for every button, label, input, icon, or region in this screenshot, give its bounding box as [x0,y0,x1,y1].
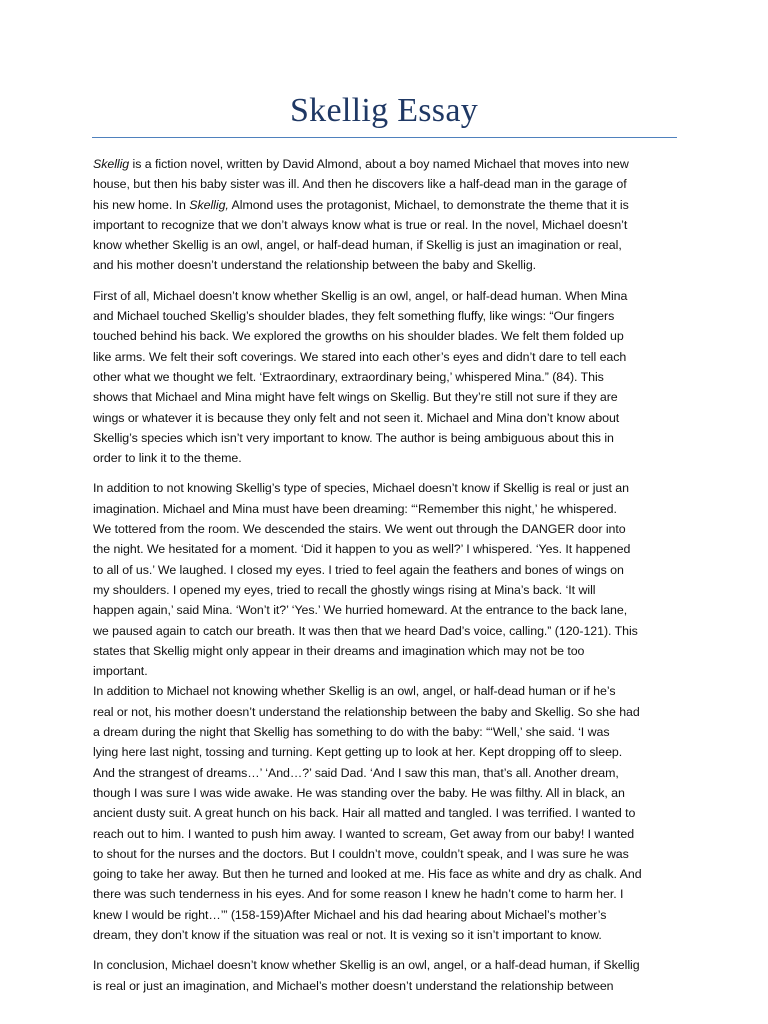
text-run: house, but then his baby sister was ill. And then he discovers like a half-dead man in the garage of [93,177,627,192]
text-run: In conclusion, Michael doesn’t know whether Skellig is an owl, angel, or a half-dead human, if Skellig [93,958,640,973]
text-run: his new home. In [93,197,190,212]
text-run: important. [93,664,148,679]
text-run: to all of us.’ We laughed. I closed my eyes. I tried to feel again the feathers and bones of wings on [93,562,624,577]
text-line [93,824,676,844]
text-run: reach out to him. I wanted to push him away. I wanted to scream, Get away from our baby! I wanted [93,826,635,841]
text-run: important to recognize that we don’t always know what is true or real. In the novel, Michael doesn’t [93,217,628,232]
text-line [93,580,676,600]
text-line [93,803,676,823]
text-line [93,154,676,174]
essay-paragraph [93,154,676,276]
text-run: imagination. Michael and Mina must have been dreaming: “‘Remember this night,’ he whispered. [93,501,617,516]
text-run: a dream during the night that Skellig has something to do with the baby: “‘Well,’ she said. ‘I was [93,725,610,740]
text-run: to shout for the nurses and the doctors. But I couldn’t move, couldn’t speak, and I was sure he was [93,846,629,861]
text-run: dream, they don’t know if the situation was real or not. It is vexing so it isn’t important to know. [93,927,602,942]
text-line [93,763,676,783]
text-run: real or not, his mother doesn’t understand the relationship between the baby and Skellig. So she had [93,704,640,719]
text-run: In addition to Michael not knowing whether Skellig is an owl, angel, or half-dead human or if he’s [93,684,616,699]
text-run: other what we thought we felt. ‘Extraordinary, extraordinary being,’ whispered Mina.” (84). This [93,369,604,384]
text-run: and his mother doesn’t understand the relationship between the baby and Skellig. [93,258,537,273]
text-run: In addition to not knowing Skellig’s type of species, Michael doesn’t know if Skellig is real or just an [93,481,629,496]
text-line [93,905,676,925]
text-line [93,255,676,275]
text-line [93,286,676,306]
italic-title-text: Skellig, [189,197,229,212]
text-run: like arms. We felt their soft coverings. We stared into each other’s eyes and didn’t dare to tell each [93,349,627,364]
text-line [93,783,676,803]
text-line [93,864,676,884]
text-line [93,539,676,559]
text-line [93,499,676,519]
text-run: we paused again to catch our breath. It was then that we heard Dad’s voice, calling.” (120-121). This [93,623,638,638]
text-run: happen again,’ said Mina. ‘Won’t it?’ ‘Yes.’ We hurried homeward. At the entrance to the back lane, [93,603,628,618]
text-line [93,215,676,235]
text-line [93,681,676,701]
text-line [93,367,676,387]
text-line [93,844,676,864]
essay-paragraph [93,286,676,469]
text-line [93,195,676,215]
text-line [93,408,676,428]
text-line [93,641,676,661]
text-line [93,925,676,945]
text-run: touched behind his back. We explored the growths on his shoulder blades. We felt them folded up [93,329,624,344]
essay-paragraph [93,681,676,945]
text-run: shows that Michael and Mina might have felt wings on Skellig. But they’re still not sure if they are [93,390,618,405]
text-run: there was such tenderness in his eyes. And for some reason I knew he hadn’t come to harm her. I [93,887,624,902]
text-run: wings or whatever it is because they only felt and not seen it. Michael and Mina don’t know about [93,410,620,425]
text-run: and Michael touched Skellig’s shoulder blades, they felt something fluffy, like wings: “Our fingers [93,309,615,324]
text-line [93,326,676,346]
text-run: First of all, Michael doesn’t know whether Skellig is an owl, angel, or half-dead human. When Mina [93,288,628,303]
text-run: We tottered from the room. We descended the stairs. We went out through the DANGER door into [93,522,626,537]
text-line [93,387,676,407]
text-line [93,702,676,722]
text-run: order to link it to the theme. [93,451,242,466]
text-run: ancient dusty suit. A great hunch on his back. Hair all matted and tangled. I was terrified. I wanted to [93,806,636,821]
text-line [93,306,676,326]
text-run: going to take her away. But then he turned and looked at me. His face as white and dry as chalk. And [93,867,642,882]
text-line [93,448,676,468]
text-line [93,560,676,580]
text-line [93,235,676,255]
text-line [93,347,676,367]
text-run: states that Skellig might only appear in their dreams and imagination which may not be too [93,643,585,658]
text-line [93,600,676,620]
essay-body [93,154,676,1006]
essay-paragraph [93,478,676,681]
text-line [93,976,676,996]
text-line [93,621,676,641]
text-run: And the strangest of dreams…’ ‘And…?’ said Dad. ‘And I saw this man, that’s all. Another dream, [93,765,619,780]
text-run: my shoulders. I opened my eyes, tried to recall the ghostly wings rising at Mina’s back. ‘It will [93,582,596,597]
italic-title-text: Skellig [93,157,130,171]
text-run: know whether Skellig is an owl, angel, or half-dead human, if Skellig is just an imagination or real, [93,238,622,253]
text-run: is a fiction novel, written by David Almond, about a boy named Michael that moves into new [129,157,629,171]
text-run: the night. We hesitated for a moment. ‘Did it happen to you as well?’ I whispered. ‘Yes. It happened [93,542,631,557]
text-line [93,955,676,975]
text-run: though I was sure I was wide awake. He was standing over the baby. He was filthy. All in black, an [93,785,625,800]
text-line [93,428,676,448]
title-underline [92,137,677,138]
document-title: Skellig Essay [289,92,479,129]
text-line [93,661,676,681]
text-run: knew I would be right…’” (158-159)After Michael and his dad hearing about Michael’s mother’s [93,907,607,922]
text-line [93,722,676,742]
text-run: lying here last night, tossing and turning. Kept getting up to look at her. Kept dropping off to sleep. [93,745,623,760]
text-line [93,742,676,762]
text-line [93,174,676,194]
text-line [93,519,676,539]
text-run: Almond uses the protagonist, Michael, to demonstrate the theme that it is [228,197,629,212]
text-line [93,884,676,904]
text-line [93,478,676,498]
text-run: Skellig’s species which isn’t very important to know. The author is being ambiguous about this in [93,430,614,445]
essay-paragraph [93,955,676,996]
text-run: is real or just an imagination, and Michael’s mother doesn’t understand the relationship between [93,978,614,993]
